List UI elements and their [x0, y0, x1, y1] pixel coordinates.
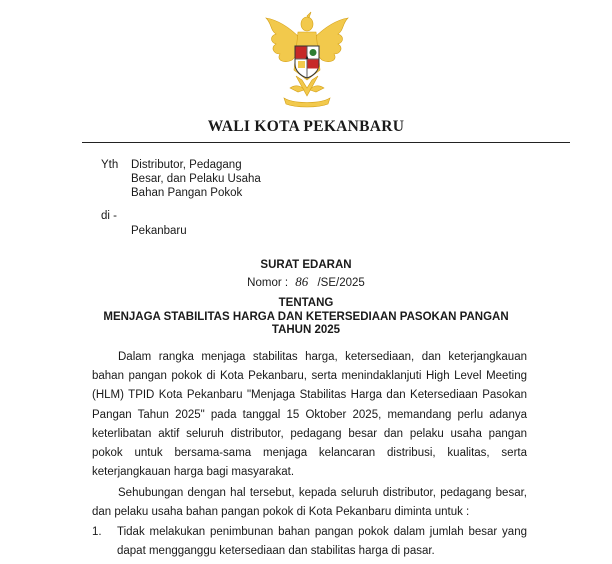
letter-type: SURAT EDARAN [260, 259, 352, 271]
subject-line: TAHUN 2025 [271, 324, 341, 336]
addressee-block [131, 158, 261, 200]
nomor-handwritten: 86 [295, 274, 309, 289]
list-item-number: 1. [92, 526, 102, 538]
letter-number [0, 274, 612, 290]
letterhead-title: WALI KOTA PEKANBARU [207, 118, 405, 135]
list-item [92, 523, 527, 561]
tentang-label: TENTANG [278, 297, 334, 309]
yth-label: Yth [101, 159, 119, 171]
garuda-pancasila-emblem-icon [262, 10, 352, 110]
di-label: di - [101, 210, 117, 222]
body-paragraph-1: Dalam rangka menjaga stabilitas harga, ketersediaan, dan keterjangkauan bahan pangan pokok di Kota Pekanbaru, serta menindaklanjuti High Level Meeting (HLM) TPID Kota Pekanbaru "Menjaga Stabilitas Harga dan Ketersediaan Pasokan Pangan Tahun 2025" pada tanggal 15 Oktober 2025, memandang perlu adanya keterlibatan aktif seluruh distributor, pedagang besar dan pelaku usaha pangan pokok untuk bersama-sama menjaga kelancaran distribusi, kualitas, serta keterjangkauan harga bagi masyarakat. [92, 351, 527, 479]
letterhead-divider [82, 142, 570, 143]
letter-subject [0, 311, 612, 337]
instruction-list [92, 523, 527, 561]
nomor-suffix: /SE/2025 [317, 277, 365, 289]
addressee-place: Pekanbaru [131, 225, 187, 237]
body-paragraph-2: Sehubungan dengan hal tersebut, kepada seluruh distributor, pedagang besar, dan pelaku usaha bahan pangan pokok di Kota Pekanbaru diminta untuk : [92, 487, 527, 519]
addressee-line: Bahan Pangan Pokok [131, 187, 243, 199]
list-item-text: Tidak melakukan penimbunan bahan pangan pokok dalam jumlah besar yang dapat mengganggu ketersediaan dan stabilitas harga di pasar. [117, 526, 527, 558]
addressee-line: Besar, dan Pelaku Usaha [131, 173, 261, 185]
subject-line: MENJAGA STABILITAS HARGA DAN KETERSEDIAAN PASOKAN PANGAN [103, 311, 509, 323]
addressee-line: Distributor, Pedagang [131, 159, 242, 171]
nomor-label: Nomor : [247, 277, 289, 289]
